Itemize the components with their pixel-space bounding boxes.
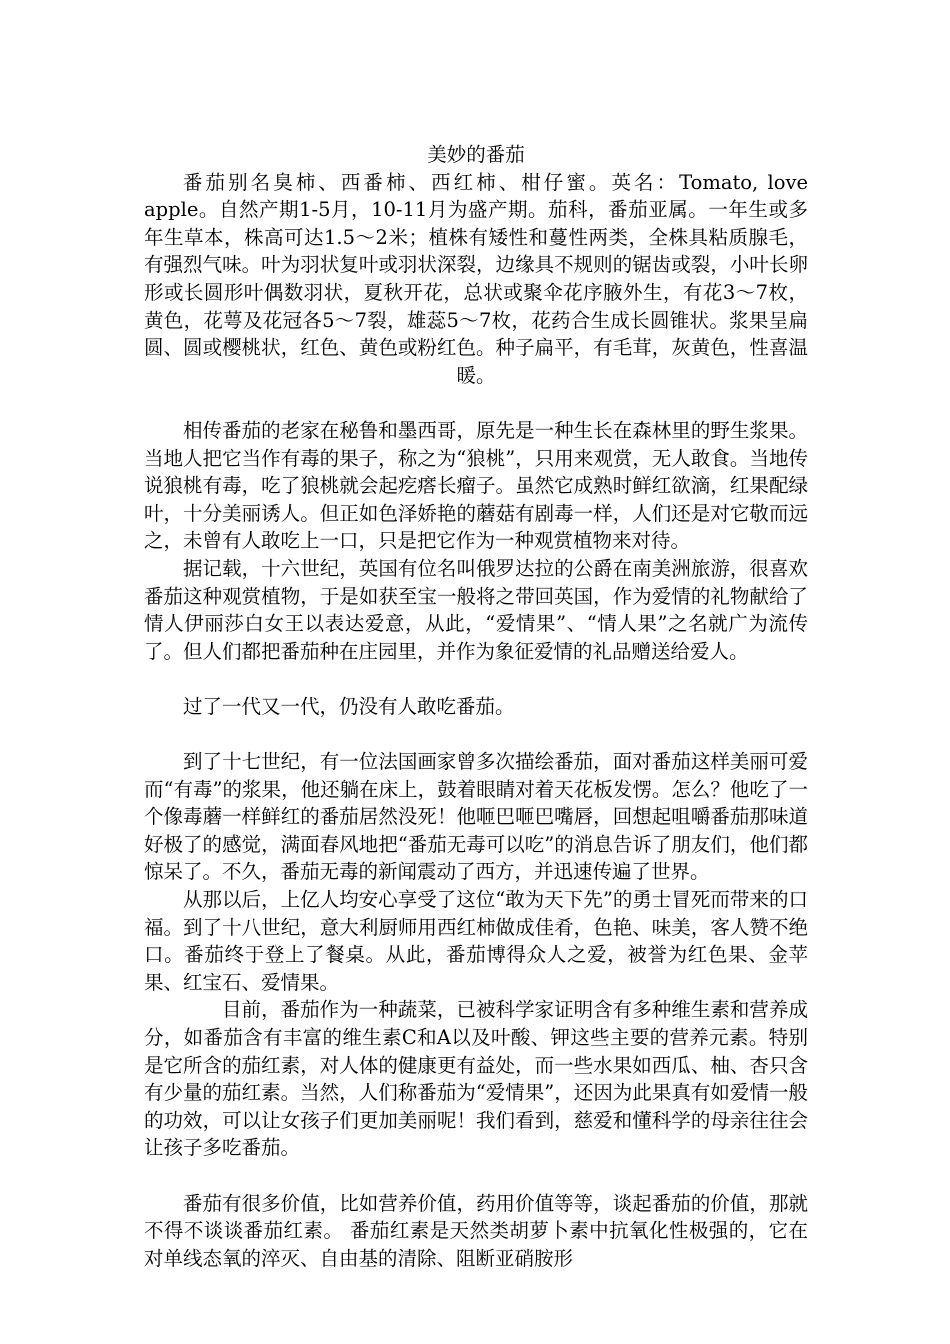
paragraph-eighteenth-century: 从那以后，上亿人均安心享受了这位“敢为天下先”的勇士冒死而带来的口福。到了十八世纪，意大利厨师用西红柿做成佳肴，色艳、味美，客人赞不绝口。番茄终于登上了餐桌。从此，番茄博得众人之爱，被誉为红色果、金苹果、红宝石、爱情果。 [144,888,808,994]
document-page [144,141,808,1272]
paragraph-generations: 过了一代又一代，仍没有人敢吃番茄。 [183,694,515,718]
paragraph-botany: 番茄别名臭柿、西番柿、西红柿、柑仔蜜。英名：Tomato, love apple。自然产期1-5月，10-11月为盛产期。茄科，番茄亚属。一年生或多年生草本，株高可达1.5～2米；植株有矮性和蔓性两类，全株具粘质腺毛，有强烈气味。叶为羽状复叶或羽状深裂，边缘具不规则的锯齿或裂，小叶长卵形或长圆形叶偶数羽状，夏秋开花，总状或聚伞花序腋外生，有花3～7枚，黄色，花萼及花冠各5～7裂，雄蕊5～7枚，花药合生成长圆锥状。浆果呈扁圆、圆或樱桃状，红色、黄色或粉红色。种子扁平，有毛茸，灰黄色，性喜温暖。 [144,170,808,387]
paragraph-origin: 相传番茄的老家在秘鲁和墨西哥，原先是一种生长在森林里的野生浆果。当地人把它当作有毒的果子，称之为“狼桃”，只用来观赏，无人敢食。当地传说狼桃有毒，吃了狼桃就会起疙瘩长瘤子。虽然它成熟时鲜红欲滴，红果配绿叶，十分美丽诱人。但正如色泽娇艳的蘑菇有剧毒一样，人们还是对它敬而远之，未曾有人敢吃上一口，只是把它作为一种观赏植物来对待。 [144,418,808,553]
paragraph-sixteenth-century: 据记载，十六世纪，英国有位名叫俄罗达拉的公爵在南美洲旅游，很喜欢番茄这种观赏植物，于是如获至宝一般将之带回英国，作为爱情的礼物献给了情人伊丽莎白女王以表达爱意，从此，“爱情果”、“情人果”之名就广为流传了。但人们都把番茄种在庄园里，并作为象征爱情的礼品赠送给爱人。 [144,556,808,663]
paragraph-seventeenth-century: 到了十七世纪，有一位法国画家曾多次描绘番茄，面对番茄这样美丽可爱而“有毒”的浆果，他还躺在床上，鼓着眼睛对着天花板发愣。怎么？他吃了一个像毒蘑一样鲜红的番茄居然没死！他咂巴咂巴嘴唇，回想起咀嚼番茄那味道好极了的感觉，满面春风地把“番茄无毒可以吃”的消息告诉了朋友们，他们都惊呆了。不久，番茄无毒的新闻震动了西方，并迅速传遍了世界。 [144,750,808,884]
paragraph-lycopene: 番茄有很多价值，比如营养价值，药用价值等等，谈起番茄的价值，那就不得不谈谈番茄红素。 番茄红素是天然类胡萝卜素中抗氧化性极强的，它在对单线态氧的淬灭、自由基的清除、阻断亚硝胺形 [144,1191,808,1270]
paragraph-gap [144,1162,808,1190]
paragraph-nutrition: 目前，番茄作为一种蔬菜，已被科学家证明含有多种维生素和营养成分，如番茄含有丰富的维生素C和A以及叶酸、钾这些主要的营养元素。特别是它所含的茄红素，对人体的健康更有益处，而一些水果如西瓜、柚、杏只含有少量的茄红素。当然，人们称番茄为“爱情果”，还因为此果真有如爱情一般的功效，可以让女孩子们更加美丽呢！我们看到，慈爱和懂科学的母亲往往会让孩子多吃番茄。 [144,998,808,1160]
paragraph-gap [144,665,808,693]
paragraph-gap [144,720,808,748]
document-title: 美妙的番茄 [427,143,525,166]
paragraph-gap [144,389,808,417]
